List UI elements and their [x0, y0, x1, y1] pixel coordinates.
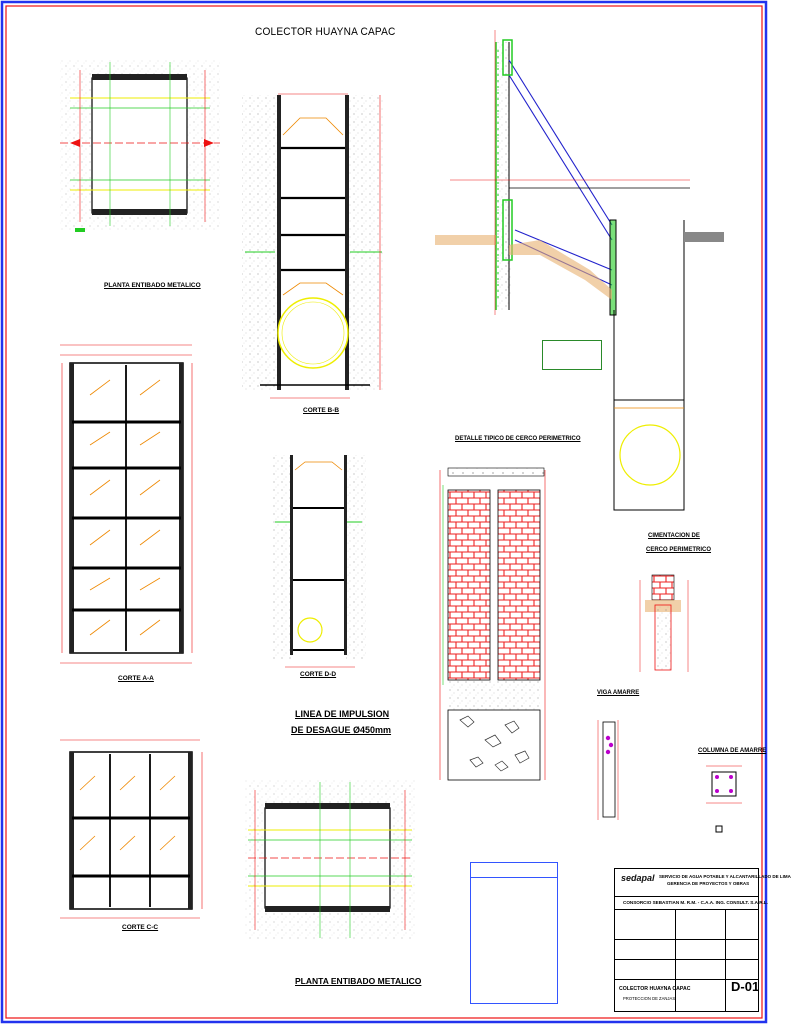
title-block-project: COLECTOR HUAYNA CAPAC [619, 986, 691, 992]
view-title-corte-b: CORTE B-B [303, 407, 340, 414]
especificaciones-header [471, 863, 557, 878]
view-title-detalle-cerco: DETALLE TIPICO DE CERCO PERIMETRICO [455, 436, 581, 442]
sedapal-logo: sedapal [621, 873, 655, 883]
view-title-planta-bottom: PLANTA ENTIBADO METALICO [295, 976, 422, 986]
corte-b-drawing [242, 94, 384, 398]
title-block-header-2: GERENCIA DE PROYECTOS Y OBRAS [667, 881, 750, 886]
title-block-subtitle: PROTECCION DE ZANJAS [623, 996, 676, 1001]
viga-amarre-drawing [598, 720, 618, 820]
corte-a-drawing [60, 345, 192, 663]
view-title-planta-top: PLANTA ENTIBADO METALICO [104, 282, 201, 289]
linea-impulsion-title-line1: LINEA DE IMPULSION [295, 709, 390, 719]
cimentacion-drawing [640, 575, 688, 672]
view-title-corte-c: CORTE C-C [122, 924, 159, 931]
planta-entibado-bottom-drawing [245, 780, 415, 940]
view-title-corte-a: CORTE A-A [118, 675, 154, 682]
title-block-sheet-number: D-01 [731, 979, 760, 994]
view-title-cimentacion-line1: CIMENTACION DE [648, 533, 700, 539]
especificaciones-box [470, 862, 558, 1004]
planta-entibado-top-drawing [60, 60, 220, 232]
columna-amarre-drawing [706, 766, 742, 832]
title-block [614, 868, 791, 1012]
corte-d-drawing [272, 455, 366, 667]
view-title-cimentacion-line2: CERCO PERIMETRICO [646, 547, 712, 553]
view-title-corte-d: CORTE D-D [300, 671, 337, 678]
title-block-header-1: SERVICIO DE AGUA POTABLE Y ALCANTARILLADO DE LIMA [659, 874, 791, 879]
drawing-main-title: COLECTOR HUAYNA CAPAC [255, 26, 396, 38]
detalle-cerco-drawing [440, 468, 545, 780]
linea-impulsion-title-line2: DE DESAGUE Ø450mm [291, 725, 392, 735]
title-block-consultant: CONSORCIO SEBASTIAN M. R.M. - C.A.A. ING. CONSULT. S.A.R.L. [623, 900, 768, 905]
corte-c-drawing [60, 740, 202, 918]
view-title-columna-amarre: COLUMNA DE AMARRE [698, 748, 767, 754]
view-title-viga-amarre: VIGA AMARRE [597, 690, 640, 696]
cerco-note-box [542, 340, 602, 370]
